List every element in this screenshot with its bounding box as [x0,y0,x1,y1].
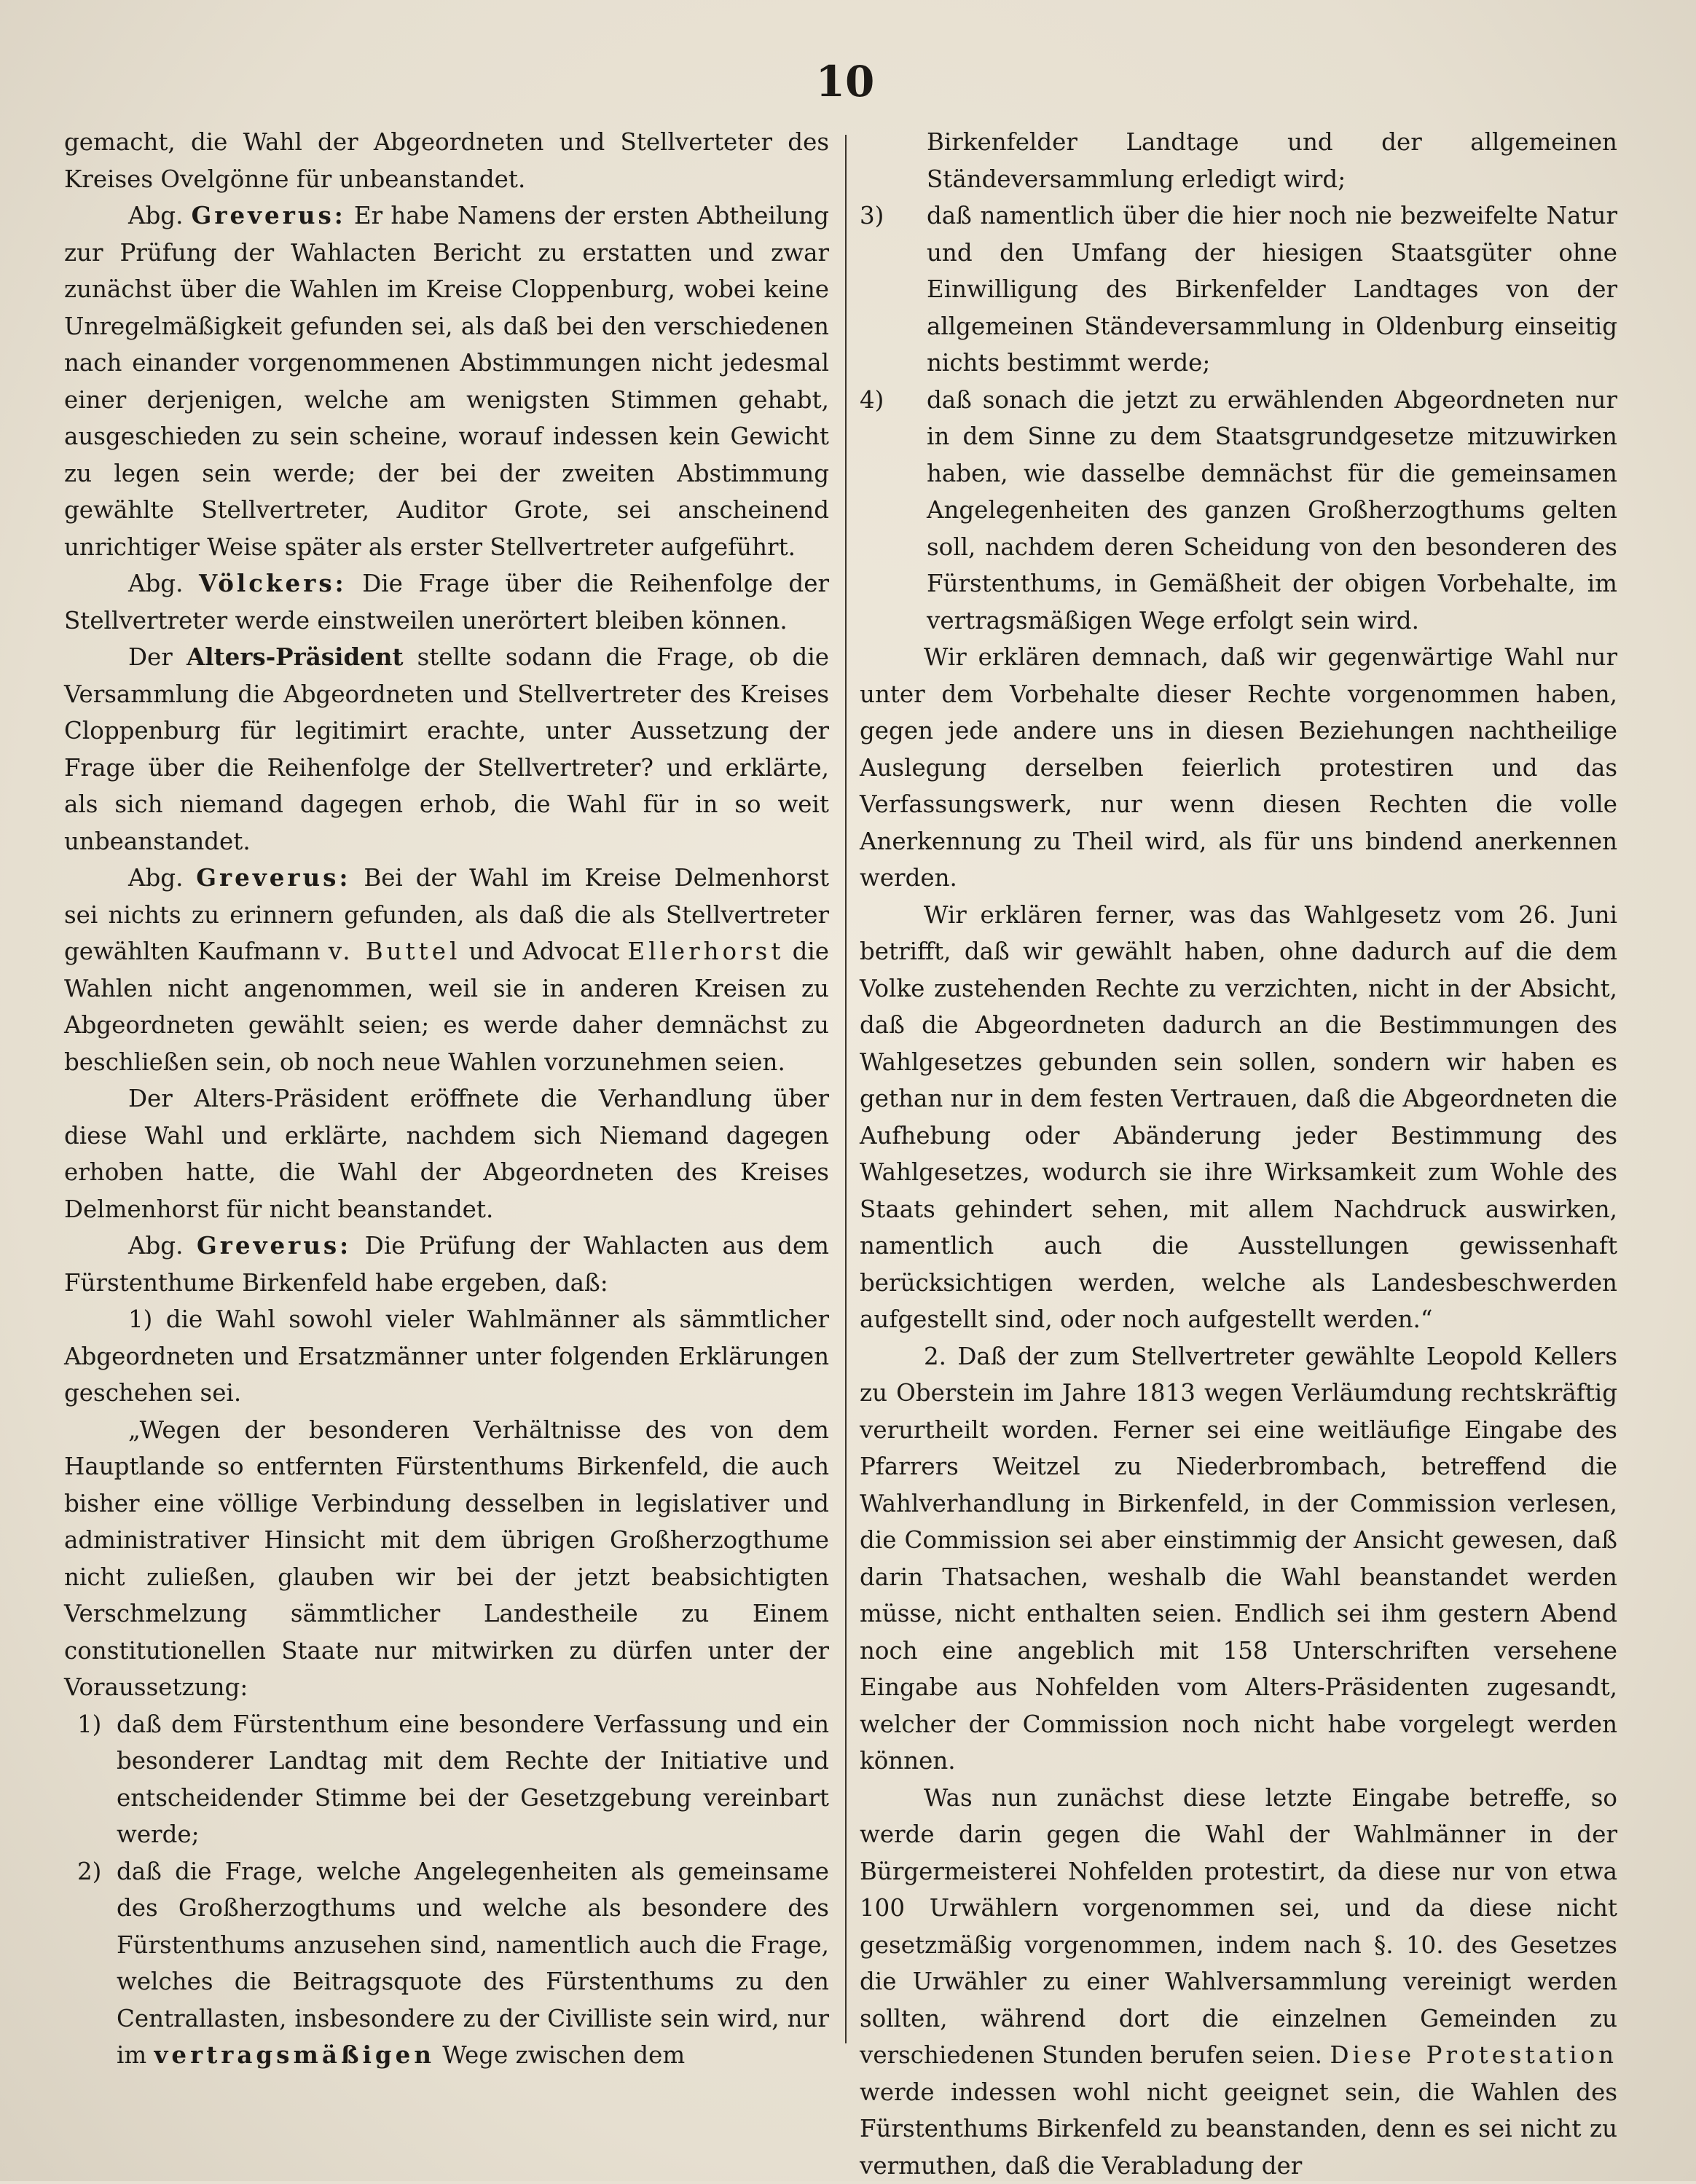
paragraph: gemacht, die Wahl der Abgeordneten und Stellverteter des Kreises Ovelgönne für unbeanstandet. [64,124,829,197]
list-item: 1) daß dem Fürstenthum eine besondere Verfassung und ein besonderer Landtag mit dem Rechte der Initiative und entscheidender Stimme bei der Gesetzgebung vereinbart werde; [64,1706,829,1853]
speaker-name: Greverus: [192,201,346,229]
list-item-continued: Birkenfelder Landtage und der allgemeinen Ständeversammlung erledigt wird; [860,124,1617,197]
list-item: 2) daß die Frage, welche Angelegenheiten als gemeinsame des Großherzogthums und welche als besondere des Fürstenthums anzusehen sind, namentlich auch die Frage, welches die Beitragsquote des Fürstenthums zu den Centrallasten, insbesondere zu der Civilliste sein wird, nur im vertragsmäßigen Wege zwischen dem [64,1853,829,2074]
person-name: Ellerhorst [627,938,784,965]
paragraph: 2. Daß der zum Stellvertreter gewählte Leopold Kellers zu Oberstein im Jahre 1813 wegen Verläumdung rechtskräftig verurtheilt worden. Ferner sei eine weitläufige Eingabe des Pfarrers Weitzel zu Niederbrombach, betreffend die Wahlverhandlung in Birkenfeld, in der Commission verlesen, die Commission sei aber einstimmig der Ansicht gewesen, daß darin Thatsachen, weshalb die Wahl beanstandet werden müsse, nicht enthalten seien. Endlich sei ihm gestern Abend noch eine angeblich mit 158 Unterschriften versehene Eingabe aus Nohfelden vom Alters-Präsidenten zugesandt, welcher der Commission noch nicht habe vorgelegt werden können. [860,1338,1617,1780]
paragraph: Der Alters-Präsident stellte sodann die Frage, ob die Versammlung die Abgeordneten und Stellvertreter des Kreises Cloppenburg für legitimirt erachte, unter Aussetzung der Frage über die Reihenfolge der Stellvertreter? und erklärte, als sich niemand dagegen erhob, die Wahl für in so weit unbeanstandet. [64,639,829,860]
paragraph: 1) die Wahl sowohl vieler Wahlmänner als sämmtlicher Abgeordneten und Ersatzmänner unter folgenden Erklärungen geschehen sei. [64,1301,829,1412]
quoted-declaration: „Wegen der besonderen Verhältnisse des von dem Hauptlande so entfernten Fürstenthums Birkenfeld, die auch bisher eine völlige Verbindung desselben in legislativer und administrativer Hinsicht mit dem übrigen Großherzogthume nicht zuließen, glauben wir bei der jetzt beabsichtigten Verschmelzung sämmtlicher Landestheile zu Einem constitutionellen Staate nur mitwirken zu dürfen unter der Voraussetzung: [64,1412,829,1706]
speaker-name: Greverus: [196,863,350,892]
right-column [860,124,1617,2184]
paragraph: Was nun zunächst diese letzte Eingabe betreffe, so werde darin gegen die Wahl der Wahlmänner in der Bürgermeisterei Nohfelden protestirt, da diese nur von etwa 100 Urwählern vorgenommen sei, und da diese nicht gesetzmäßig vorgenommen, indem nach §. 10. des Gesetzes die Urwähler zu einer Wahlversammlung vereinigt werden sollten, während dort die einzelnen Gemeinden zu verschiedenen Stunden berufen seien. Diese Protestation werde indessen wohl nicht geeignet sein, die Wahlen des Fürstenthums Birkenfeld zu beanstanden, denn es sei nicht zu vermuthen, daß die Verabladung der [860,1780,1617,2184]
emphasis: vertragsmäßigen [154,2040,435,2069]
paragraph: Der Alters-Präsident eröffnete die Verhandlung über diese Wahl und erklärte, nachdem sich Niemand dagegen erhoben hatte, die Wahl der Abgeordneten des Kreises Delmenhorst für nicht beanstandet. [64,1080,829,1227]
paragraph: Abg. Greverus: Er habe Namens der ersten Abtheilung zur Prüfung der Wahlacten Bericht zu erstatten und zwar zunächst über die Wahlen im Kreise Cloppenburg, wobei keine Unregelmäßigkeit gefunden sei, als daß bei den verschiedenen nach einander vorgenommenen Abstimmungen nicht jedesmal einer derjenigen, welche am wenigsten Stimmen gehabt, ausgeschieden zu sein scheine, worauf indessen kein Gewicht zu legen sein werde; der bei der zweiten Abstimmung gewählte Stellvertreter, Auditor Grote, sei anscheinend unrichtiger Weise später als erster Stellvertreter aufgeführt. [64,197,829,565]
paragraph: Abg. Greverus: Die Prüfung der Wahlacten aus dem Fürstenthume Birkenfeld habe ergeben, daß: [64,1227,829,1301]
paragraph: Abg. Völckers: Die Frage über die Reihenfolge der Stellvertreter werde einstweilen unerörtert bleiben können. [64,565,829,639]
paragraph: Wir erklären demnach, daß wir gegenwärtige Wahl nur unter dem Vorbehalte dieser Rechte vorgenommen haben, gegen jede andere uns in diesen Beziehungen nachtheilige Auslegung derselben feierlich protestiren und das Verfassungswerk, nur wenn diesen Rechten die volle Anerkennung zu Theil wird, als für uns bindend anerkennen werden. [860,639,1617,897]
speaker-name: Völckers: [199,569,347,597]
speaker-name: Greverus: [197,1231,351,1260]
list-item: 3) daß namentlich über die hier noch nie bezweifelte Natur und den Umfang der hiesigen Staatsgüter ohne Einwilligung des Birkenfelder Landtages von der allgemeinen Ständeversammlung in Oldenburg einseitig nichts bestimmt werde; [860,197,1617,382]
column-divider [845,135,847,2043]
person-name: v. Buttel [329,938,461,965]
speaker-name: Alters-Präsident [187,643,403,671]
page-number: 10 [794,57,896,106]
paragraph: Abg. Greverus: Bei der Wahl im Kreise Delmenhorst sei nichts zu erinnern gefunden, als daß die als Stellvertreter gewählten Kaufmann v. Buttel und Advocat Ellerhorst die Wahlen nicht angenommen, weil sie in anderen Kreisen zu Abgeordneten gewählt seien; es werde daher demnächst zu beschließen sein, ob noch neue Wahlen vorzunehmen seien. [64,860,829,1080]
emphasis: Diese Protestation [1330,2041,1617,2069]
list-item: 4) daß sonach die jetzt zu erwählenden Abgeordneten nur in dem Sinne zu dem Staatsgrundgesetze mitzuwirken haben, wie dasselbe demnächst für die gemeinsamen Angelegenheiten des ganzen Großherzogthums gelten soll, nachdem deren Scheidung von den besonderen des Fürstenthums, in Gemäßheit der obigen Vorbehalte, im vertragsmäßigen Wege erfolgt sein wird. [860,382,1617,640]
left-column [64,124,829,2074]
paragraph: Wir erklären ferner, was das Wahlgesetz vom 26. Juni betrifft, daß wir gewählt haben, ohne dadurch auf die dem Volke zustehenden Rechte zu verzichten, nicht in der Absicht, daß die Abgeordneten dadurch an die Bestimmungen des Wahlgesetzes gebunden sein sollen, sondern wir haben es gethan nur in dem festen Vertrauen, daß die Abgeordneten die Aufhebung oder Abänderung jeder Bestimmung des Wahlgesetzes, wodurch sie ihre Wirksamkeit zum Wohle des Staats gehindert sehen, mit allem Nachdruck auswirken, namentlich auch die Ausstellungen gewissenhaft berücksichtigen werden, welche als Landesbeschwerden aufgestellt sind, oder noch aufgestellt werden.“ [860,897,1617,1338]
